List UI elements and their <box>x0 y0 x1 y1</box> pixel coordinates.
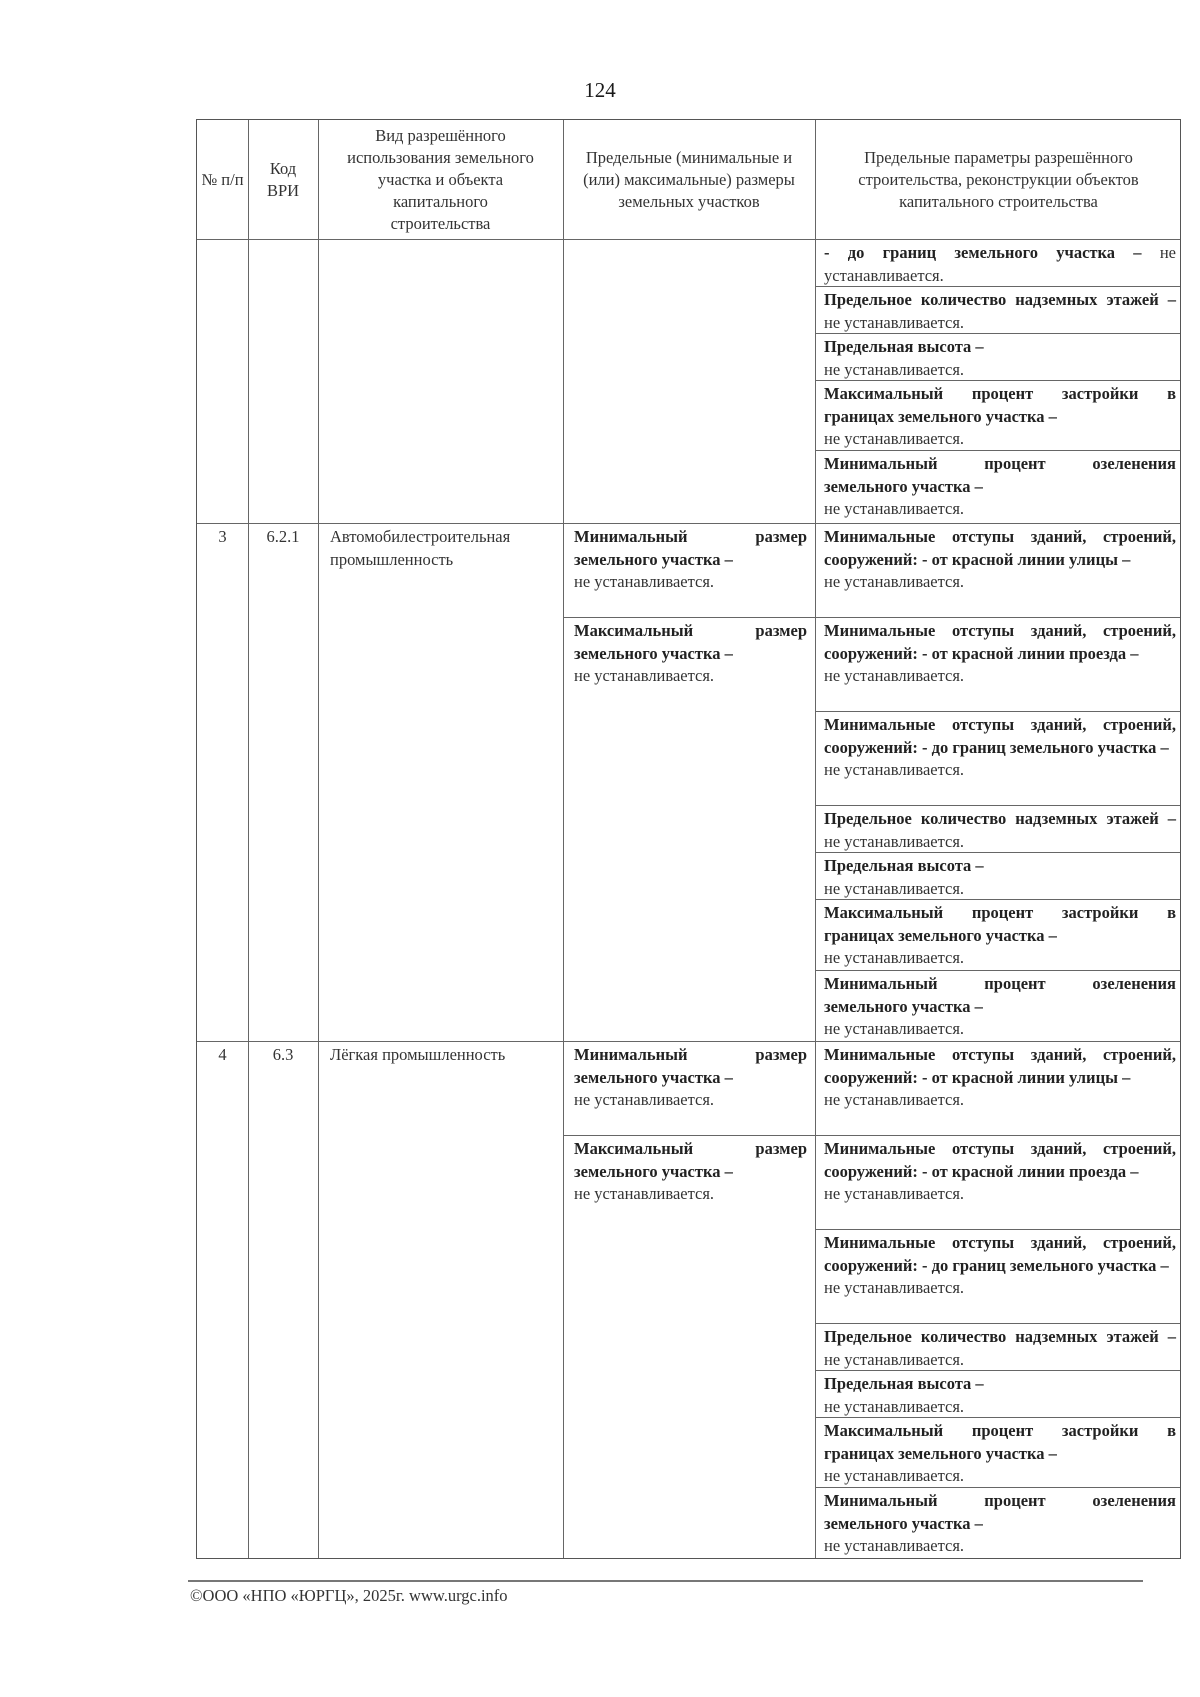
param-cell <box>815 289 1182 334</box>
param-normal: не устанавливается. <box>824 572 965 591</box>
param-bold: Минимальный процент озеленения земельного участка – <box>824 1491 1176 1533</box>
size-normal: не устанавливается. <box>574 1090 715 1109</box>
param-cell <box>815 336 1182 381</box>
header-divider <box>197 239 1180 240</box>
size-bold: Максимальный размер земельного участка – <box>574 1139 807 1181</box>
size-cell <box>563 620 815 688</box>
param-cell <box>815 808 1182 853</box>
param-normal: не устанавливается. <box>824 831 965 851</box>
param-bold: Минимальные отступы зданий, строений, сооружений: - от красной линии проезда – <box>824 1139 1176 1181</box>
param-cell <box>815 383 1182 451</box>
param-normal: не устанавливается. <box>824 312 965 332</box>
param-normal: не устанавливается. <box>824 878 965 898</box>
row-divider <box>197 523 1180 524</box>
param-bold: Минимальные отступы зданий, строений, сооружений: - от красной линии улицы – <box>824 1045 1176 1087</box>
header-sizes: Предельные (минимальные и (или) максимальные) размеры земельных участков <box>583 147 795 211</box>
cell-divider <box>815 1323 1180 1324</box>
param-bold: Минимальные отступы зданий, строений, сооружений: - до границ земельного участка – <box>824 715 1176 757</box>
header-type: Вид разрешённого использования земельного участка и объекта капитального строительства <box>347 125 534 233</box>
param-normal: не устанавливается. <box>824 1090 965 1109</box>
param-normal: не устанавливается. <box>824 499 965 518</box>
param-normal: не устанавливается. <box>824 666 965 685</box>
cell-divider <box>815 1135 1180 1136</box>
footer-copyright: ©ООО «НПО «ЮРГЦ», 2025г. www.urgc.info <box>190 1586 508 1605</box>
param-bold: Предельная высота – <box>824 1374 984 1393</box>
param-bold: Предельное количество надземных этажей – <box>824 1327 1176 1346</box>
param-cell <box>815 1138 1182 1206</box>
param-normal: не устанавливается. <box>824 1396 965 1416</box>
cell-divider <box>815 617 1180 618</box>
size-cell <box>563 526 815 594</box>
param-bold: - до границ земельного участка – <box>824 243 1142 262</box>
cell-divider <box>815 805 1180 806</box>
param-normal: не устанавливается. <box>824 948 965 967</box>
param-normal: не устанавливается. <box>824 1349 965 1369</box>
param-cell <box>815 620 1182 688</box>
param-bold: Минимальные отступы зданий, строений, сооружений: - до границ земельного участка – <box>824 1233 1176 1275</box>
size-bold: Минимальный размер земельного участка – <box>574 527 807 569</box>
param-bold: Максимальный процент застройки в границах земельного участка – <box>824 903 1176 945</box>
cell-divider <box>815 852 1180 853</box>
row-divider <box>197 1041 1180 1042</box>
param-normal: не устанавливается. <box>824 1278 965 1297</box>
param-normal: не устанавливается. <box>824 243 1176 285</box>
param-cell <box>815 855 1182 900</box>
param-normal: не устанавливается. <box>824 1536 965 1555</box>
param-bold: Предельное количество надземных этажей – <box>824 290 1176 309</box>
cell-divider <box>815 1417 1180 1418</box>
param-cell <box>815 1044 1182 1112</box>
param-cell <box>815 1232 1182 1300</box>
regulations-table <box>196 119 1181 1559</box>
param-cell <box>815 1420 1182 1488</box>
column-divider <box>563 120 564 1558</box>
param-bold: Минимальные отступы зданий, строений, сооружений: - от красной линии улицы – <box>824 527 1176 569</box>
size-normal: не устанавливается. <box>574 1184 715 1203</box>
param-bold: Максимальный процент застройки в границах земельного участка – <box>824 1421 1176 1463</box>
cell-divider <box>815 1370 1180 1371</box>
header-params: Предельные параметры разрешённого строительства, реконструкции объектов капитального строительства <box>858 147 1139 211</box>
row-code: 6.2.1 <box>266 527 300 546</box>
param-cell <box>815 1373 1182 1418</box>
column-divider <box>248 120 249 1558</box>
param-cell <box>815 1490 1182 1558</box>
header-code: Код ВРИ <box>266 158 300 200</box>
footer-divider <box>188 1580 1143 1582</box>
size-bold: Максимальный размер земельного участка – <box>574 621 807 663</box>
cell-divider <box>815 1229 1180 1230</box>
row-type: Автомобилестроительная промышленность <box>330 527 511 569</box>
param-cell <box>815 453 1182 521</box>
param-cell <box>815 902 1182 970</box>
cell-divider <box>815 1487 1180 1488</box>
page-number: 124 <box>584 78 616 102</box>
header-num: № п/п <box>201 169 244 189</box>
param-bold: Предельное количество надземных этажей – <box>824 809 1176 828</box>
param-normal: не устанавливается. <box>824 1019 965 1038</box>
param-bold: Минимальный процент озеленения земельного участка – <box>824 454 1176 496</box>
param-normal: не устанавливается. <box>824 359 965 379</box>
column-divider <box>318 120 319 1558</box>
size-bold: Минимальный размер земельного участка – <box>574 1045 807 1087</box>
param-cell <box>815 973 1182 1041</box>
cell-divider <box>815 711 1180 712</box>
size-normal: не устанавливается. <box>574 666 715 685</box>
param-cell <box>815 714 1182 782</box>
param-bold: Предельная высота – <box>824 337 984 356</box>
row-number: 4 <box>218 1045 227 1064</box>
param-normal: не устанавливается. <box>824 1466 965 1485</box>
param-cell <box>815 242 1182 287</box>
size-normal: не устанавливается. <box>574 572 715 591</box>
param-bold: Минимальный процент озеленения земельного участка – <box>824 974 1176 1016</box>
cell-divider <box>563 1135 815 1136</box>
param-cell <box>815 1326 1182 1371</box>
param-normal: не устанавливается. <box>824 1184 965 1203</box>
size-cell <box>563 1138 815 1206</box>
cell-divider <box>563 617 815 618</box>
param-bold: Предельная высота – <box>824 856 984 875</box>
row-type: Лёгкая промышленность <box>330 1045 506 1064</box>
param-cell <box>815 526 1182 594</box>
param-normal: не устанавливается. <box>824 760 965 779</box>
param-bold: Минимальные отступы зданий, строений, сооружений: - от красной линии проезда – <box>824 621 1176 663</box>
param-normal: не устанавливается. <box>824 429 965 448</box>
row-number: 3 <box>218 527 227 546</box>
cell-divider <box>815 970 1180 971</box>
row-code: 6.3 <box>272 1045 294 1064</box>
param-bold: Максимальный процент застройки в границах земельного участка – <box>824 384 1176 426</box>
cell-divider <box>815 899 1180 900</box>
size-cell <box>563 1044 815 1112</box>
